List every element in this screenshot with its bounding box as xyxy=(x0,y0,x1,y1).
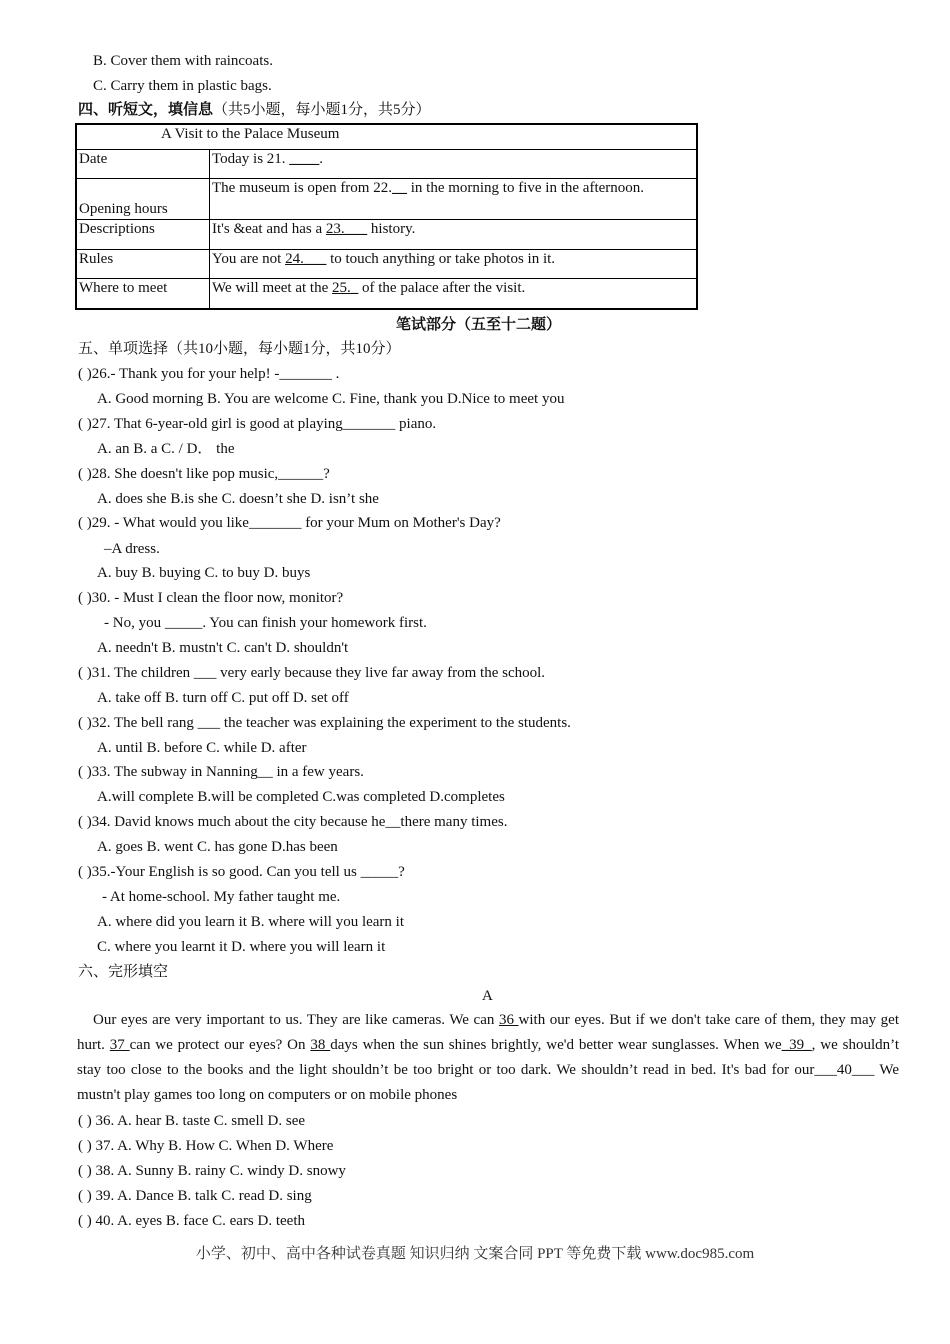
footer-watermark: 小学、初中、高中各种试卷真题 知识归纳 文案合同 PPT 等免费下载 www.doc985.com xyxy=(195,1246,755,1262)
info-table-title: A Visit to the Palace Museum xyxy=(76,124,697,149)
options-35-cd: C. where you learnt it D. where you will learn it xyxy=(97,939,386,955)
answer-30: - No, you _____. You can finish your homework first. xyxy=(104,615,427,631)
blank-22: __ xyxy=(391,179,407,196)
section4-title: 四、听短文，填信息 xyxy=(78,102,214,118)
question-32: ( )32. The bell rang ___ the teacher was explaining the experiment to the students. xyxy=(78,715,571,731)
row-label-rules: Rules xyxy=(76,249,210,278)
answer-35: - At home-school. My father taught me. xyxy=(102,889,341,905)
options-31: A. take off B. turn off C. put off D. set off xyxy=(97,690,349,706)
row-label-opening-hours: Opening hours xyxy=(76,178,210,219)
question-27: ( )27. That 6-year-old girl is good at playing_______ piano. xyxy=(78,416,437,432)
options-32: A. until B. before C. while D. after xyxy=(97,740,307,756)
blank-37: 37 xyxy=(109,1037,130,1053)
blank-38: 38 xyxy=(310,1037,331,1053)
question-33: ( )33. The subway in Nanning__ in a few years. xyxy=(78,764,364,780)
options-34: A. goes B. went C. has gone D.has been xyxy=(97,839,338,855)
options-38: ( ) 38. A. Sunny B. rainy C. windy D. snowy xyxy=(78,1163,346,1179)
options-39: ( ) 39. A. Dance B. talk C. read D. sing xyxy=(78,1188,312,1204)
cloze-passage: Our eyes are very important to us. They are like cameras. We can 36 with our eyes. But if we don't take care of them, they may get hurt. 37 can we protect our eyes? On 38 days when the sun shines brightly, we'd better wear sunglasses. When we_39_, we shouldn’t stay too close to the books and the light shouldn’t be too bright or too dark. We shouldn’t read in bed. It's bad for our___40___ We mustn't play games too long on computers or on mobile phones xyxy=(77,1012,900,1103)
section6-heading: 六、完形填空 xyxy=(78,964,169,980)
row-value-descriptions: It's &eat and has a 23.___ history. xyxy=(210,219,698,249)
question-29: ( )29. - What would you like_______ for your Mum on Mother's Day? xyxy=(78,515,501,531)
options-37: ( ) 37. A. Why B. How C. When D. Where xyxy=(78,1138,334,1154)
options-26: A. Good morning B. You are welcome C. Fine, thank you D.Nice to meet you xyxy=(97,391,565,407)
options-28: A. does she B.is she C. doesn’t she D. isn’t she xyxy=(97,491,379,507)
passage-part-label: A xyxy=(482,988,493,1004)
options-27: A. an B. a C. / D． the xyxy=(97,441,235,457)
option-c-plastic-bags: C. Carry them in plastic bags. xyxy=(93,78,272,94)
options-36: ( ) 36. A. hear B. taste C. smell D. see xyxy=(78,1113,306,1129)
question-31: ( )31. The children ___ very early because they live far away from the school. xyxy=(78,665,546,681)
row-value-where-to-meet: We will meet at the 25._ of the palace after the visit. xyxy=(210,278,698,309)
written-part-title: 笔试部分（五至十二题） xyxy=(396,317,562,333)
options-30: A. needn't B. mustn't C. can't D. shouldn't xyxy=(97,640,349,656)
options-33: A.will complete B.will be completed C.was completed D.completes xyxy=(97,789,505,805)
options-35-ab: A. where did you learn it B. where will you learn it xyxy=(97,914,405,930)
answer-29: –A dress. xyxy=(104,541,160,557)
row-label-descriptions: Descriptions xyxy=(76,219,210,249)
info-table xyxy=(75,123,698,310)
row-value-opening-hours: The museum is open from 22.__ in the morning to five in the afternoon. xyxy=(210,178,698,219)
question-28: ( )28. She doesn't like pop music,______? xyxy=(78,466,330,482)
row-value-rules: You are not 24.___ to touch anything or take photos in it. xyxy=(210,249,698,278)
blank-25: 25._ xyxy=(332,279,359,296)
options-40: ( ) 40. A. eyes B. face C. ears D. teeth xyxy=(78,1213,306,1229)
options-29: A. buy B. buying C. to buy D. buys xyxy=(97,565,311,581)
section5-heading: 五、单项选择（共10小题，每小题1分，共10分） xyxy=(78,341,401,357)
blank-36: 36 xyxy=(498,1012,519,1028)
blank-23: 23.___ xyxy=(325,220,368,237)
question-26: ( )26.- Thank you for your help! -_______ . xyxy=(78,366,340,382)
row-label-where-to-meet: Where to meet xyxy=(76,278,210,309)
blank-21: ____ xyxy=(289,150,320,167)
question-30: ( )30. - Must I clean the floor now, monitor? xyxy=(78,590,344,606)
row-value-date: Today is 21. ____. xyxy=(210,149,698,178)
row-label-date: Date xyxy=(76,149,210,178)
blank-39: _39_ xyxy=(781,1037,812,1053)
question-35: ( )35.-Your English is so good. Can you tell us _____? xyxy=(78,864,405,880)
blank-24: 24.___ xyxy=(285,250,327,267)
option-b-raincoats: B. Cover them with raincoats. xyxy=(93,53,273,69)
section4-heading xyxy=(78,100,431,120)
question-34: ( )34. David knows much about the city because he__there many times. xyxy=(78,814,508,830)
section4-scoring: （共5小题，每小题1分，共5分） xyxy=(213,102,431,118)
